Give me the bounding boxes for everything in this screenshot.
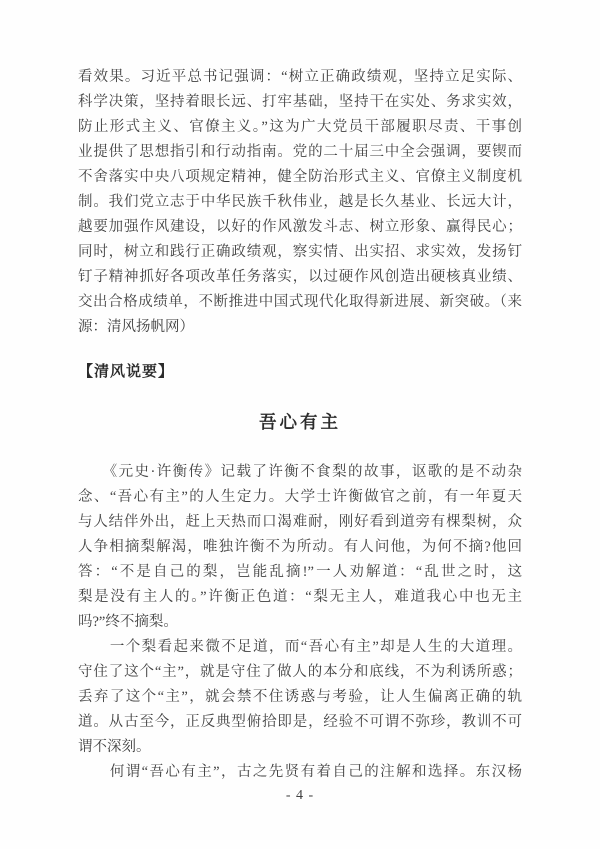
text-line: 制。我们党立志于中华民族千秋伟业，越是长久基业、长远大计，	[78, 194, 522, 210]
text-line: 守住了这个“主”，就是守住了做人的本分和底线，不为利诱所惑；	[78, 664, 522, 680]
story-paragraph-2	[78, 635, 522, 760]
text-line: 看效果。习近平总书记强调：“树立正确政绩观，坚持立足实际、	[78, 69, 522, 85]
text-line: 源：清风扬帆网）	[78, 319, 194, 335]
text-line: 丢弃了这个“主”，就会禁不住诱惑与考验，让人生偏离正确的轨	[78, 689, 522, 705]
text-line: 科学决策，坚持着眼长远、打牢基础，坚持干在实处、务求实效，	[78, 94, 522, 110]
story-paragraph-3	[78, 760, 522, 785]
text-line: 何谓“吾心有主”，古之先贤有着自己的注解和选择。东汉杨	[78, 764, 522, 780]
story-paragraph-1	[78, 460, 522, 635]
text-line: 《元史·许衡传》记载了许衡不食梨的故事，讴歌的是不动杂	[78, 464, 522, 480]
text-line: 与人结伴外出，赶上天热而口渴难耐，刚好看到道旁有棵梨树，众	[78, 514, 522, 530]
text-line: 钉子精神抓好各项改革任务落实，以过硬作风创造出硬核真业绩、	[78, 269, 522, 285]
text-line: 念、“吾心有主”的人生定力。大学士许衡做官之前，有一年夏天	[78, 489, 522, 505]
text-line: 道。从古至今，正反典型俯拾即是，经验不可谓不弥珍，教训不可	[78, 714, 522, 730]
section-heading: 【清风说要】	[78, 364, 175, 380]
text-line: 防止形式主义、官僚主义。”这为广大党员干部履职尽责、干事创	[78, 119, 522, 135]
text-line: 吗?”终不摘梨。	[78, 614, 178, 630]
text-line: 谓不深刻。	[78, 739, 151, 755]
text-line: 业提供了思想指引和行动指南。党的二十届三中全会强调，要锲而	[78, 144, 522, 160]
text-line: 同时，树立和践行正确政绩观，察实情、出实招、求实效，发扬钉	[78, 244, 522, 260]
text-line: 交出合格成绩单，不断推进中国式现代化取得新进展、新突破。（来	[78, 294, 522, 310]
article-title: 吾心有主	[259, 412, 341, 432]
page-number: - 4 -	[285, 788, 315, 803]
text-line: 答：“不是自己的梨，岂能乱摘!”一人劝解道：“乱世之时，这	[78, 564, 522, 580]
text-line: 一个梨看起来微不足道，而“吾心有主”却是人生的大道理。	[78, 639, 522, 655]
text-line: 越要加强作风建设，以好的作风激发斗志、树立形象、赢得民心；	[78, 219, 522, 235]
text-line: 不舍落实中央八项规定精神，健全防治形式主义、官僚主义制度机	[78, 169, 522, 185]
text-line: 梨是没有主人的。”许衡正色道：“梨无主人，难道我心中也无主	[78, 589, 522, 605]
paragraph-continuation	[78, 65, 522, 340]
text-line: 人争相摘梨解渴，唯独许衡不为所动。有人问他，为何不摘?他回	[78, 539, 522, 555]
